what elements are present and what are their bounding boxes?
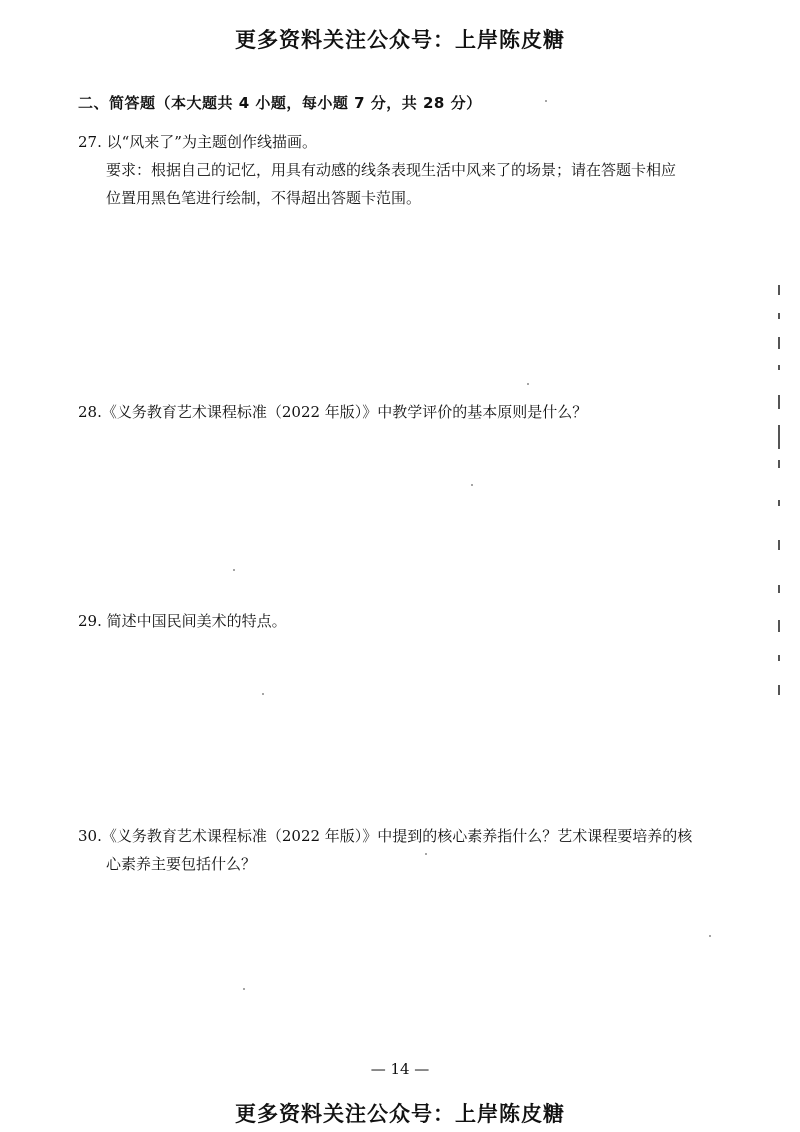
scan-speck [527, 383, 529, 385]
scan-speck [545, 100, 547, 102]
scan-edge-marks [778, 285, 782, 705]
section-title: 二、简答题（本大题共 4 小题，每小题 7 分，共 28 分） [78, 94, 482, 112]
question-27 [78, 128, 738, 212]
question-27-prompt: 27. 以“风来了”为主题创作线描画。 [78, 133, 317, 151]
question-30 [78, 822, 738, 878]
scan-speck [471, 484, 473, 486]
scan-speck [425, 853, 427, 855]
question-30-prompt-line-1: 30.《义务教育艺术课程标准（2022 年版）》中提到的核心素养指什么？艺术课程要培养的核 [78, 827, 693, 845]
page-number: — 14 — [370, 1060, 430, 1078]
scan-speck [243, 988, 245, 990]
question-27-requirement-line-1: 要求：根据自己的记忆，用具有动感的线条表现生活中风来了的场景；请在答题卡相应 [106, 161, 677, 179]
question-28-prompt: 28.《义务教育艺术课程标准（2022 年版）》中教学评价的基本原则是什么？ [78, 403, 588, 421]
watermark-bottom: 更多资料关注公众号：上岸陈皮糖 [235, 1102, 565, 1126]
question-27-requirement-line-2: 位置用黑色笔进行绘制，不得超出答题卡范围。 [106, 189, 422, 207]
question-30-prompt-line-2: 心素养主要包括什么？ [106, 855, 257, 873]
scan-speck [262, 693, 264, 695]
scan-speck [233, 569, 235, 571]
question-29 [78, 607, 738, 635]
scan-speck [709, 935, 711, 937]
question-29-prompt: 29. 简述中国民间美术的特点。 [78, 612, 287, 630]
question-28 [78, 398, 738, 426]
watermark-top: 更多资料关注公众号：上岸陈皮糖 [235, 28, 565, 52]
